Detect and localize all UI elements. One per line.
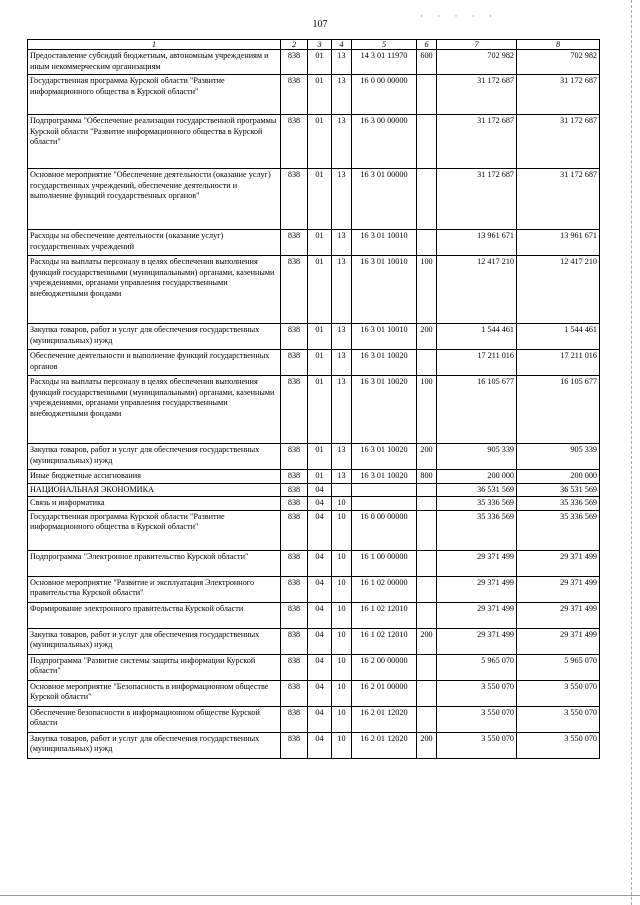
row-cell-col2: 838	[281, 376, 308, 444]
row-cell-col8: 29 371 499	[517, 576, 600, 602]
row-cell-col7: 5 965 070	[437, 654, 517, 680]
row-name-cell: Обеспечение деятельности и выполнение функций государственных органов	[28, 350, 281, 376]
table-row	[28, 169, 600, 230]
header-row	[28, 40, 600, 50]
row-cell-col4: 10	[332, 680, 352, 706]
row-name-cell: Основное мероприятие "Развитие и эксплуатация Электронного правительства Курской области"	[28, 576, 281, 602]
table-row	[28, 324, 600, 350]
row-cell-col6	[417, 602, 437, 628]
row-cell-col8: 3 550 070	[517, 706, 600, 732]
scan-marks: · · · · ·	[420, 11, 498, 21]
row-cell-col2: 838	[281, 628, 308, 654]
row-name-cell: Формирование электронного правительства Курской области	[28, 602, 281, 628]
row-cell-col5: 16 3 01 10010	[352, 230, 417, 256]
row-cell-col2: 838	[281, 169, 308, 230]
table-row	[28, 497, 600, 511]
row-cell-col7: 200 000	[437, 470, 517, 484]
row-cell-col2: 838	[281, 350, 308, 376]
row-cell-col3: 01	[308, 169, 332, 230]
col-header-2: 2	[281, 40, 308, 50]
row-cell-col7: 1 544 461	[437, 324, 517, 350]
row-name-cell: Расходы на выплаты персоналу в целях обеспечения выполнения функций государственными (муниципальными) органами, казенными учреждениями, органами управления государственными внебюджетными фондами	[28, 376, 281, 444]
row-name-cell: НАЦИОНАЛЬНАЯ ЭКОНОМИКА	[28, 483, 281, 497]
row-cell-col5: 16 2 01 12020	[352, 706, 417, 732]
row-name-cell: Подпрограмма "Обеспечение реализации государственной программы Курской области "Развитие информационного общества в Курской области"	[28, 115, 281, 169]
row-cell-col3: 01	[308, 115, 332, 169]
table-row	[28, 550, 600, 576]
table-row	[28, 50, 600, 75]
row-cell-col6	[417, 497, 437, 511]
row-cell-col8: 1 544 461	[517, 324, 600, 350]
row-cell-col5: 16 3 01 10010	[352, 256, 417, 324]
row-cell-col6	[417, 550, 437, 576]
row-cell-col5: 16 1 02 12010	[352, 602, 417, 628]
row-name-cell: Закупка товаров, работ и услуг для обеспечения государственных (муниципальных) нужд	[28, 324, 281, 350]
col-header-1: 1	[28, 40, 281, 50]
row-cell-col4: 13	[332, 230, 352, 256]
row-cell-col8: 3 550 070	[517, 680, 600, 706]
col-header-6: 6	[417, 40, 437, 50]
table-row	[28, 654, 600, 680]
table-body	[28, 50, 600, 759]
row-cell-col5: 16 2 00 00000	[352, 654, 417, 680]
row-cell-col5: 16 2 01 12020	[352, 732, 417, 758]
row-cell-col4: 13	[332, 50, 352, 75]
row-cell-col5: 16 0 00 00000	[352, 510, 417, 550]
row-cell-col6: 100	[417, 256, 437, 324]
row-cell-col8: 17 211 016	[517, 350, 600, 376]
table-row	[28, 470, 600, 484]
row-cell-col6	[417, 706, 437, 732]
row-name-cell: Основное мероприятие "Безопасность в информационном обществе Курской области"	[28, 680, 281, 706]
row-cell-col2: 838	[281, 680, 308, 706]
row-cell-col5: 16 3 01 10020	[352, 350, 417, 376]
row-cell-col3: 04	[308, 628, 332, 654]
row-cell-col5: 16 3 01 00000	[352, 169, 417, 230]
row-cell-col3: 04	[308, 680, 332, 706]
row-cell-col3: 04	[308, 654, 332, 680]
row-cell-col4: 10	[332, 510, 352, 550]
row-cell-col5: 16 1 00 00000	[352, 550, 417, 576]
table-row	[28, 628, 600, 654]
table-row	[28, 706, 600, 732]
table-row	[28, 350, 600, 376]
scan-edge-line	[631, 0, 632, 905]
row-cell-col4: 13	[332, 470, 352, 484]
row-cell-col4: 10	[332, 732, 352, 758]
row-cell-col6: 100	[417, 376, 437, 444]
row-cell-col2: 838	[281, 324, 308, 350]
row-cell-col7: 3 550 070	[437, 680, 517, 706]
row-cell-col5: 16 1 02 00000	[352, 576, 417, 602]
row-cell-col3: 01	[308, 350, 332, 376]
row-cell-col3: 01	[308, 50, 332, 75]
row-cell-col4: 10	[332, 628, 352, 654]
row-cell-col6: 200	[417, 444, 437, 470]
table-row	[28, 680, 600, 706]
row-cell-col4: 13	[332, 115, 352, 169]
row-cell-col4: 10	[332, 550, 352, 576]
row-cell-col2: 838	[281, 444, 308, 470]
row-cell-col3: 01	[308, 256, 332, 324]
row-cell-col5: 16 3 01 10020	[352, 376, 417, 444]
table-row	[28, 576, 600, 602]
row-cell-col7: 35 336 569	[437, 497, 517, 511]
table-row	[28, 75, 600, 115]
row-cell-col7: 17 211 016	[437, 350, 517, 376]
row-cell-col6	[417, 75, 437, 115]
row-cell-col4: 10	[332, 706, 352, 732]
row-cell-col4	[332, 483, 352, 497]
row-cell-col6: 200	[417, 732, 437, 758]
row-cell-col7: 16 105 677	[437, 376, 517, 444]
row-cell-col8: 3 550 070	[517, 732, 600, 758]
row-cell-col8: 29 371 499	[517, 550, 600, 576]
row-cell-col3: 04	[308, 732, 332, 758]
row-cell-col7: 29 371 499	[437, 576, 517, 602]
table-row	[28, 602, 600, 628]
row-cell-col2: 838	[281, 510, 308, 550]
row-cell-col5: 16 3 01 10020	[352, 470, 417, 484]
row-cell-col5: 16 2 01 00000	[352, 680, 417, 706]
row-cell-col8: 16 105 677	[517, 376, 600, 444]
row-cell-col3: 01	[308, 470, 332, 484]
row-cell-col3: 04	[308, 497, 332, 511]
col-header-3: 3	[308, 40, 332, 50]
row-cell-col7: 3 550 070	[437, 706, 517, 732]
row-name-cell: Государственная программа Курской области "Развитие информационного общества в Курской области"	[28, 510, 281, 550]
row-cell-col6: 600	[417, 50, 437, 75]
table-row	[28, 732, 600, 758]
row-cell-col8: 905 339	[517, 444, 600, 470]
row-cell-col3: 01	[308, 75, 332, 115]
row-cell-col8: 31 172 687	[517, 169, 600, 230]
row-cell-col6	[417, 576, 437, 602]
row-cell-col7: 29 371 499	[437, 602, 517, 628]
row-cell-col2: 838	[281, 602, 308, 628]
row-cell-col4: 10	[332, 654, 352, 680]
row-cell-col6	[417, 115, 437, 169]
row-name-cell: Основное мероприятие "Обеспечение деятельности (оказание услуг) государственных учреждений, обеспечение деятельности и выполнение функций государственных органов"	[28, 169, 281, 230]
row-cell-col4: 13	[332, 324, 352, 350]
row-cell-col8: 200 000	[517, 470, 600, 484]
row-cell-col4: 10	[332, 602, 352, 628]
row-cell-col4: 10	[332, 576, 352, 602]
row-name-cell: Иные бюджетные ассигнования	[28, 470, 281, 484]
row-cell-col4: 13	[332, 169, 352, 230]
row-cell-col4: 13	[332, 256, 352, 324]
row-name-cell: Закупка товаров, работ и услуг для обеспечения государственных (муниципальных) нужд	[28, 628, 281, 654]
row-cell-col6: 200	[417, 324, 437, 350]
scan-bottom-line	[0, 895, 640, 896]
row-cell-col7: 36 531 569	[437, 483, 517, 497]
row-cell-col2: 838	[281, 50, 308, 75]
row-cell-col2: 838	[281, 115, 308, 169]
row-cell-col7: 31 172 687	[437, 75, 517, 115]
row-cell-col2: 838	[281, 654, 308, 680]
row-cell-col2: 838	[281, 230, 308, 256]
row-cell-col8: 29 371 499	[517, 628, 600, 654]
table-row	[28, 444, 600, 470]
row-name-cell: Связь и информатика	[28, 497, 281, 511]
row-cell-col8: 13 961 671	[517, 230, 600, 256]
row-cell-col4: 13	[332, 444, 352, 470]
row-cell-col7: 31 172 687	[437, 169, 517, 230]
row-cell-col6: 800	[417, 470, 437, 484]
row-name-cell: Закупка товаров, работ и услуг для обеспечения государственных (муниципальных) нужд	[28, 732, 281, 758]
row-cell-col6: 200	[417, 628, 437, 654]
row-cell-col6	[417, 230, 437, 256]
row-cell-col7: 29 371 499	[437, 628, 517, 654]
row-cell-col4: 13	[332, 75, 352, 115]
row-cell-col7: 12 417 210	[437, 256, 517, 324]
table-row	[28, 510, 600, 550]
row-name-cell: Подпрограмма "Электронное правительство Курской области"	[28, 550, 281, 576]
row-cell-col8: 12 417 210	[517, 256, 600, 324]
col-header-8: 8	[517, 40, 600, 50]
row-cell-col5: 16 3 00 00000	[352, 115, 417, 169]
row-cell-col8: 31 172 687	[517, 75, 600, 115]
col-header-5: 5	[352, 40, 417, 50]
row-name-cell: Расходы на обеспечение деятельности (оказание услуг) государственных учреждений	[28, 230, 281, 256]
col-header-4: 4	[332, 40, 352, 50]
table-row	[28, 376, 600, 444]
row-cell-col8: 31 172 687	[517, 115, 600, 169]
row-cell-col5: 16 3 01 10020	[352, 444, 417, 470]
row-cell-col3: 04	[308, 602, 332, 628]
row-cell-col2: 838	[281, 483, 308, 497]
col-header-7: 7	[437, 40, 517, 50]
row-cell-col8: 29 371 499	[517, 602, 600, 628]
row-cell-col8: 5 965 070	[517, 654, 600, 680]
row-cell-col2: 838	[281, 75, 308, 115]
row-cell-col8: 35 336 569	[517, 510, 600, 550]
row-cell-col5: 16 3 01 10010	[352, 324, 417, 350]
table-row	[28, 256, 600, 324]
row-cell-col5: 16 1 02 12010	[352, 628, 417, 654]
row-cell-col6	[417, 510, 437, 550]
row-cell-col3: 04	[308, 576, 332, 602]
row-cell-col3: 01	[308, 324, 332, 350]
row-cell-col5	[352, 483, 417, 497]
table-row	[28, 483, 600, 497]
row-cell-col3: 01	[308, 376, 332, 444]
row-name-cell: Подпрограмма "Развитие системы защиты информации Курской области"	[28, 654, 281, 680]
row-cell-col5	[352, 497, 417, 511]
row-cell-col2: 838	[281, 256, 308, 324]
row-cell-col7: 13 961 671	[437, 230, 517, 256]
page-number: 107	[312, 19, 328, 30]
row-cell-col4: 10	[332, 497, 352, 511]
row-cell-col7: 35 336 569	[437, 510, 517, 550]
row-cell-col2: 838	[281, 550, 308, 576]
row-cell-col3: 04	[308, 483, 332, 497]
row-cell-col6	[417, 350, 437, 376]
row-cell-col8: 702 982	[517, 50, 600, 75]
row-cell-col2: 838	[281, 470, 308, 484]
row-cell-col7: 31 172 687	[437, 115, 517, 169]
row-cell-col6	[417, 654, 437, 680]
row-cell-col5: 16 0 00 00000	[352, 75, 417, 115]
row-cell-col7: 29 371 499	[437, 550, 517, 576]
row-cell-col7: 905 339	[437, 444, 517, 470]
row-cell-col4: 13	[332, 376, 352, 444]
row-cell-col7: 702 982	[437, 50, 517, 75]
table-row	[28, 230, 600, 256]
row-cell-col3: 04	[308, 550, 332, 576]
row-name-cell: Предоставление субсидий бюджетным, автономным учреждениям и иным некоммерческим организациям	[28, 50, 281, 75]
row-cell-col3: 04	[308, 706, 332, 732]
row-cell-col2: 838	[281, 576, 308, 602]
row-cell-col3: 01	[308, 230, 332, 256]
row-cell-col8: 35 336 569	[517, 497, 600, 511]
row-cell-col7: 3 550 070	[437, 732, 517, 758]
row-name-cell: Обеспечение безопасности в информационном обществе Курской области	[28, 706, 281, 732]
row-cell-col6	[417, 169, 437, 230]
row-cell-col2: 838	[281, 706, 308, 732]
row-cell-col6	[417, 680, 437, 706]
row-cell-col2: 838	[281, 497, 308, 511]
row-name-cell: Государственная программа Курской области "Развитие информационного общества в Курской области"	[28, 75, 281, 115]
row-cell-col3: 01	[308, 444, 332, 470]
row-cell-col2: 838	[281, 732, 308, 758]
row-cell-col5: 14 3 01 11970	[352, 50, 417, 75]
row-name-cell: Расходы на выплаты персоналу в целях обеспечения выполнения функций государственными (муниципальными) органами, казенными учреждениями, органами управления государственными внебюджетными фондами	[28, 256, 281, 324]
row-cell-col8: 36 531 569	[517, 483, 600, 497]
row-cell-col6	[417, 483, 437, 497]
budget-table	[27, 39, 600, 759]
row-cell-col3: 04	[308, 510, 332, 550]
row-cell-col4: 13	[332, 350, 352, 376]
row-name-cell: Закупка товаров, работ и услуг для обеспечения государственных (муниципальных) нужд	[28, 444, 281, 470]
table-row	[28, 115, 600, 169]
